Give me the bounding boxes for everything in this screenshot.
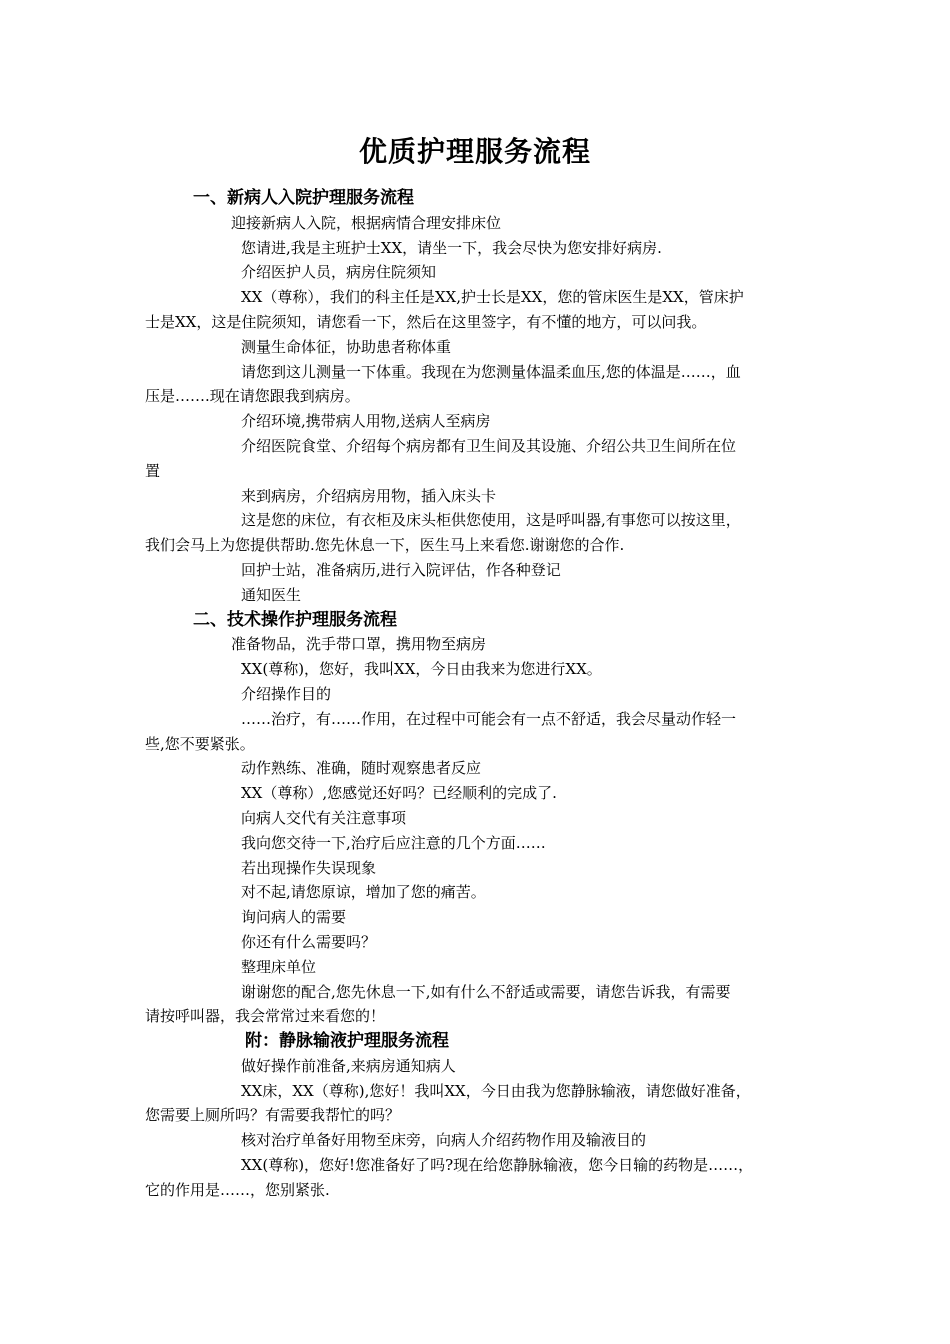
paragraph-line: 请您到这儿测量一下体重。我现在为您测量体温柔血压,您的体温是……，血 (241, 362, 741, 381)
document-body (145, 186, 805, 1203)
paragraph-continuation: 士是XX，这是住院须知，请您看一下，然后在这里签字，有不懂的地方，可以问我。 (145, 312, 707, 331)
step-line: 测量生命体征，协助患者称体重 (241, 337, 452, 356)
page-title: 优质护理服务流程 (358, 135, 591, 168)
paragraph-line: XX床，XX（尊称),您好！我叫XX，今日由我为您静脉输液，请您做好准备， (241, 1081, 751, 1100)
step-line: 介绍环境,携带病人用物,送病人至病房 (241, 412, 491, 431)
step-line: 通知医生 (241, 585, 302, 604)
step-line: 迎接新病人入院，根据病情合理安排床位 (231, 213, 502, 232)
step-line: 我向您交待一下,治疗后应注意的几个方面…… (241, 833, 546, 852)
paragraph-continuation: 请按呼叫器，我会常常过来看您的！ (145, 1007, 386, 1026)
step-line: 对不起,请您原谅，增加了您的痛苦。 (241, 883, 486, 902)
step-line: 做好操作前准备,来病房通知病人 (241, 1056, 456, 1075)
paragraph-line: ……治疗，有……作用，在过程中可能会有一点不舒适，我会尽量动作轻一 (241, 709, 737, 728)
paragraph-continuation: 它的作用是……，您别紧张. (145, 1180, 330, 1199)
step-line: 来到病房，介绍病房用物，插入床头卡 (241, 486, 497, 505)
section-heading: 附：静脉输液护理服务流程 (245, 1031, 449, 1052)
step-line: 核对治疗单备好用物至床旁，向病人介绍药物作用及输液目的 (241, 1131, 647, 1150)
paragraph-continuation: 压是…….现在请您跟我到病房。 (145, 387, 360, 406)
step-line: 动作熟练、准确，随时观察患者反应 (241, 759, 482, 778)
step-line: 介绍操作目的 (241, 684, 332, 703)
step-line: XX(尊称)，您好，我叫XX，今日由我来为您进行XX。 (241, 660, 602, 679)
step-line: 若出现操作失误现象 (241, 858, 377, 877)
section-heading: 一、新病人入院护理服务流程 (193, 188, 414, 208)
paragraph-continuation: 您需要上厕所吗？有需要我帮忙的吗？ (145, 1106, 401, 1125)
paragraph-line: XX（尊称），我们的科主任是XX,护士长是XX，您的管床医生是XX，管床护 (241, 288, 744, 307)
paragraph-line: XX(尊称)，您好!您准备好了吗?现在给您静脉输液，您今日输的药物是……， (241, 1156, 754, 1175)
paragraph-continuation: 些,您不要紧张。 (145, 734, 255, 753)
step-line: XX（尊称）,您感觉还好吗？已经顺利的完成了. (241, 784, 557, 803)
step-line: 准备物品，洗手带口罩，携用物至病房 (231, 635, 487, 654)
step-line: 向病人交代有关注意事项 (241, 808, 407, 827)
section-heading: 二、技术操作护理服务流程 (193, 609, 397, 630)
step-line: 您请进,我是主班护士XX，请坐一下，我会尽快为您安排好病房. (241, 238, 662, 257)
step-line: 整理床单位 (241, 957, 317, 976)
paragraph-line: 介绍医院食堂、介绍每个病房都有卫生间及其设施、介绍公共卫生间所在位 (241, 436, 737, 455)
paragraph-continuation: 置 (145, 461, 161, 480)
step-line: 询问病人的需要 (241, 908, 347, 927)
paragraph-continuation: 我们会马上为您提供帮助.您先休息一下，医生马上来看您.谢谢您的合作. (145, 536, 625, 555)
step-line: 回护士站，准备病历,进行入院评估，作各种登记 (241, 560, 561, 579)
step-line: 介绍医护人员，病房住院须知 (241, 263, 437, 282)
paragraph-line: 这是您的床位，有衣柜及床头柜供您使用，这是呼叫器,有事您可以按这里， (241, 511, 741, 530)
step-line: 你还有什么需要吗？ (241, 932, 377, 951)
paragraph-line: 谢谢您的配合,您先休息一下,如有什么不舒适或需要，请您告诉我，有需要 (241, 982, 731, 1001)
